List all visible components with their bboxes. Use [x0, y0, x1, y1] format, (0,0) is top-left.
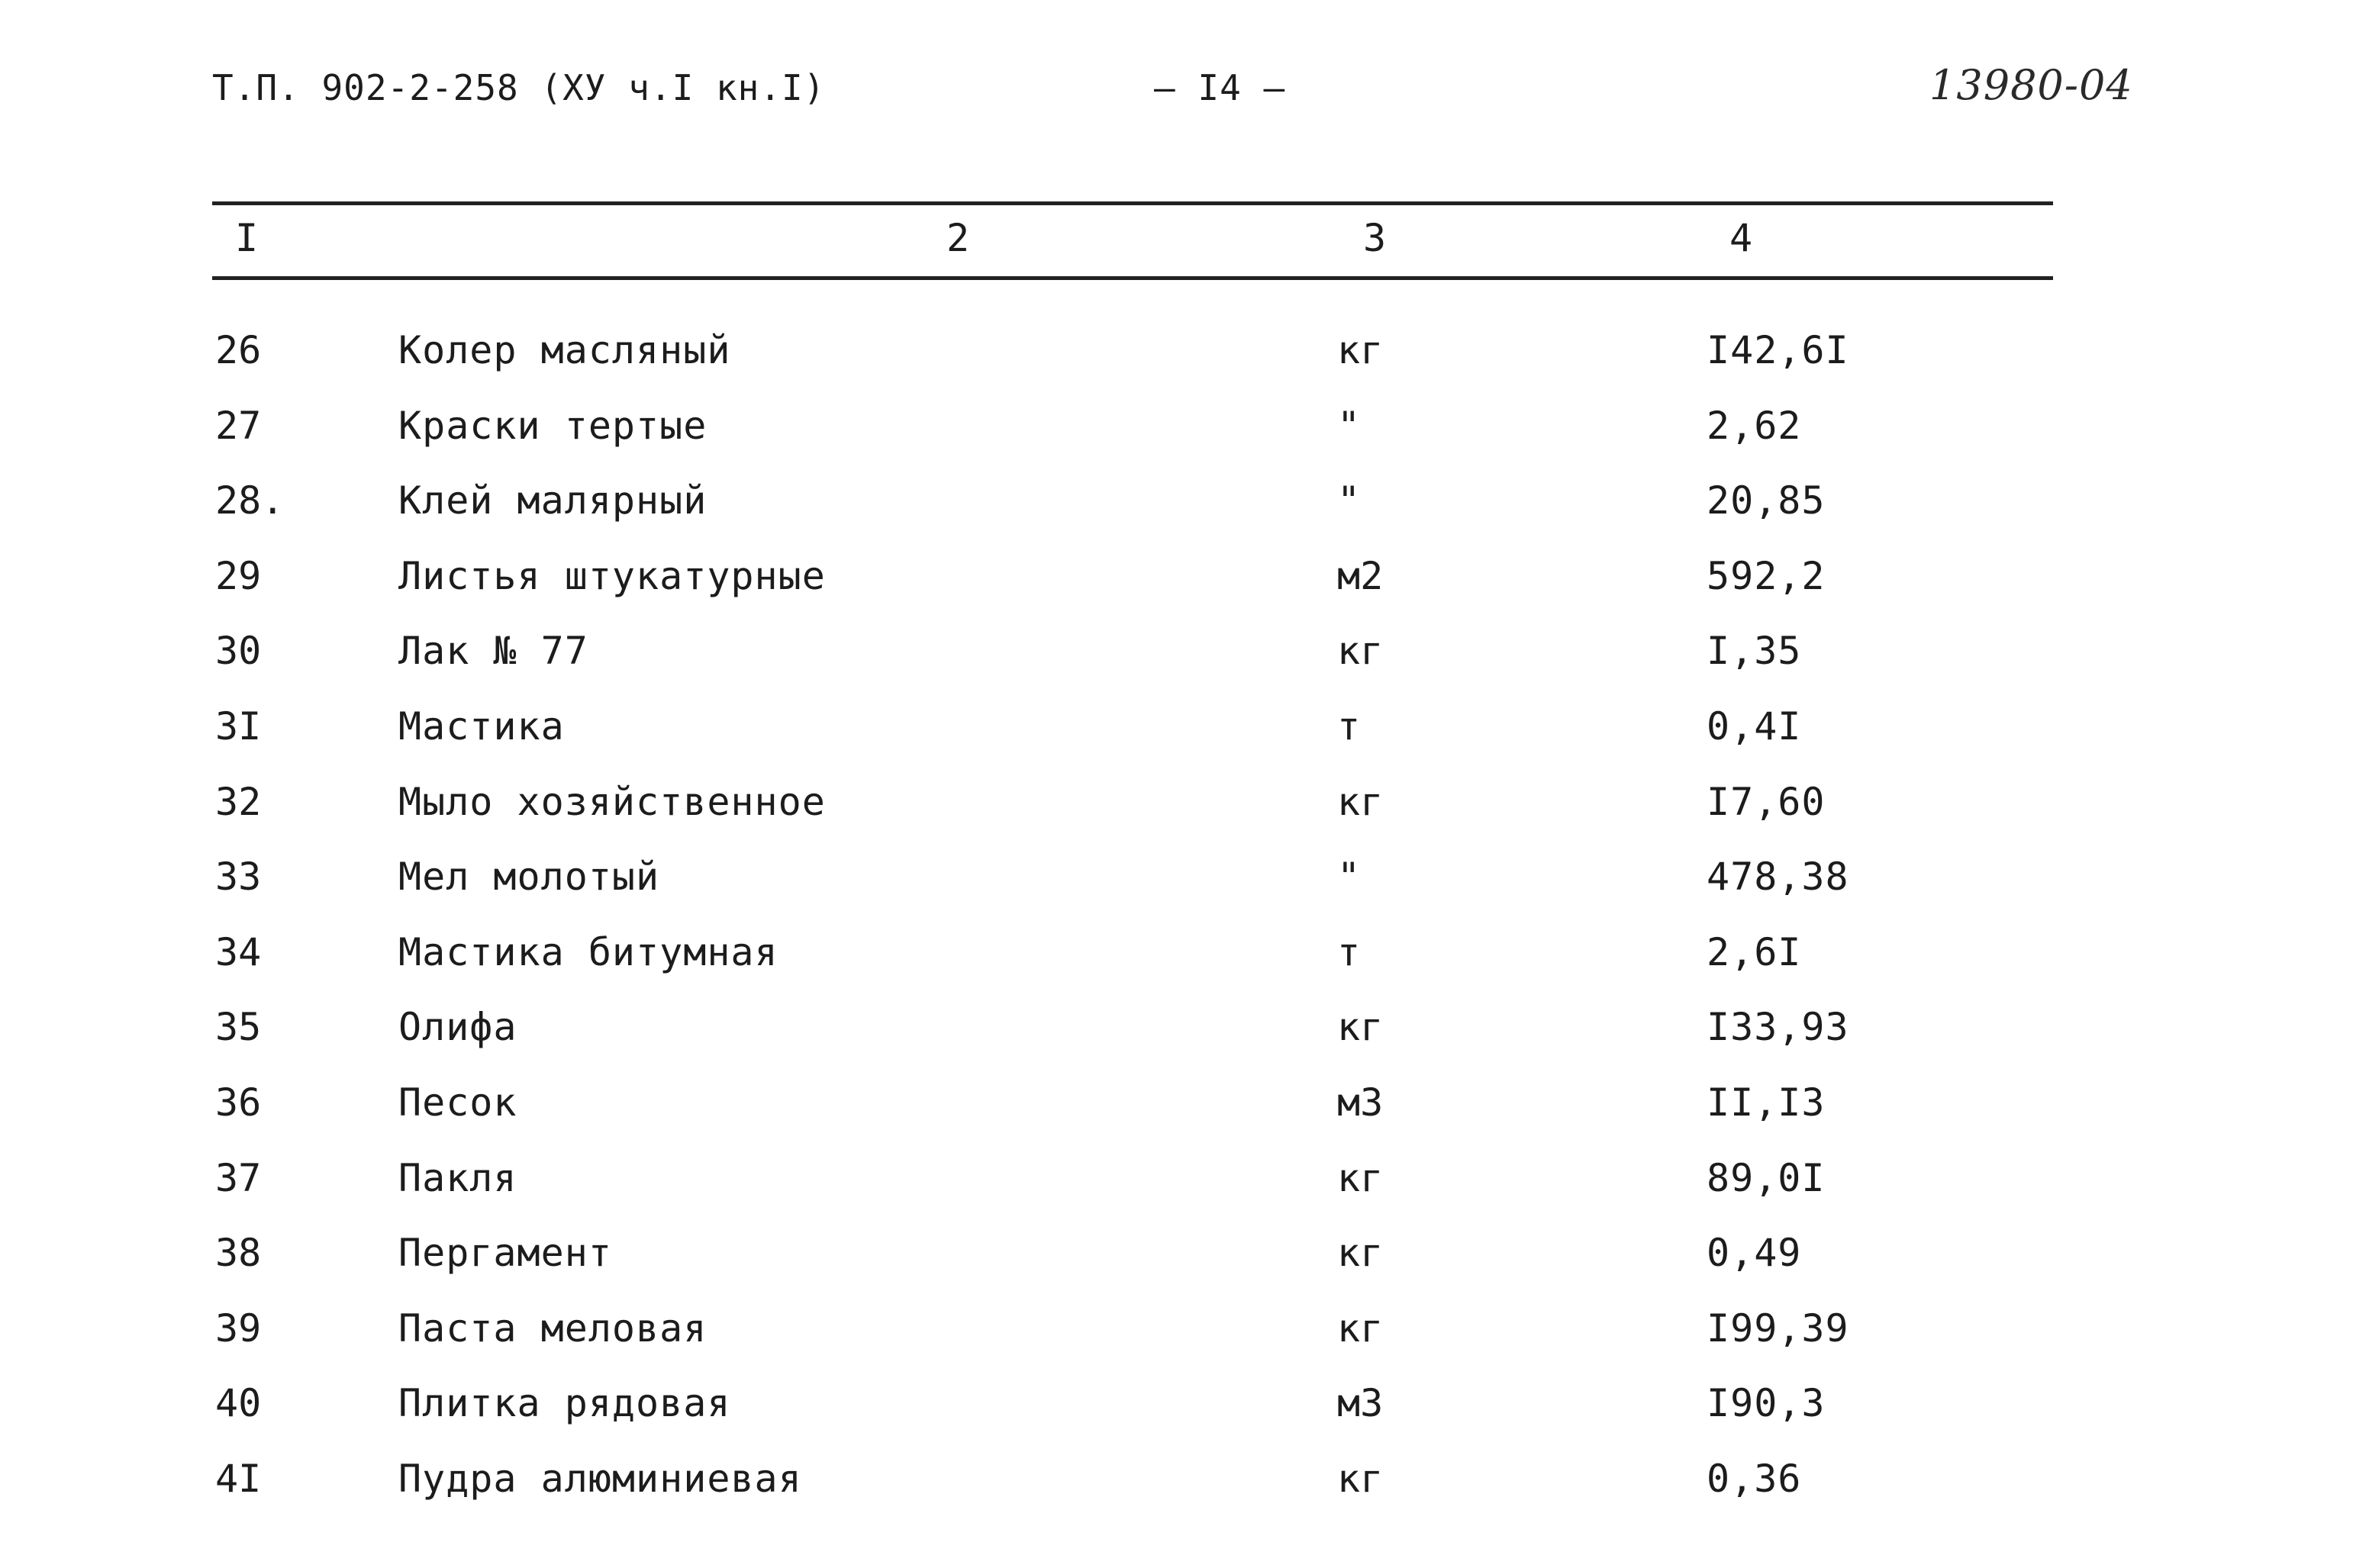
row-number: 37	[215, 1155, 262, 1200]
unit: м3	[1337, 1080, 1384, 1125]
row-number: 40	[215, 1381, 262, 1426]
quantity: 592,2	[1707, 553, 1826, 598]
table-row	[0, 404, 2353, 479]
quantity: I42,6I	[1707, 328, 1849, 372]
unit: кг	[1337, 629, 1384, 674]
table-row	[0, 1231, 2353, 1306]
quantity: 0,36	[1707, 1456, 1802, 1501]
materials-table	[0, 328, 2353, 1532]
unit: м3	[1337, 1381, 1384, 1426]
row-number: 30	[215, 629, 262, 674]
table-row	[0, 1156, 2353, 1232]
quantity: I90,3	[1707, 1381, 1826, 1426]
column-header-3: 3	[1363, 216, 1387, 260]
table-row	[0, 780, 2353, 855]
table-row	[0, 704, 2353, 780]
unit: кг	[1337, 1456, 1384, 1501]
unit: кг	[1337, 1306, 1384, 1351]
unit: кг	[1337, 779, 1384, 824]
column-header-2: 2	[946, 216, 970, 260]
row-number: 33	[215, 855, 262, 900]
quantity: 0,4I	[1707, 704, 1802, 749]
material-name: Паста меловая	[398, 1306, 708, 1351]
material-name: Краски тертые	[398, 403, 708, 448]
unit: "	[1337, 478, 1361, 523]
material-name: Колер масляный	[398, 328, 731, 372]
table-row	[0, 930, 2353, 1006]
material-name: Плитка рядовая	[398, 1381, 731, 1426]
column-header-1: I	[235, 216, 259, 260]
row-number: 32	[215, 779, 262, 824]
quantity: 2,62	[1707, 403, 1802, 448]
quantity: I33,93	[1707, 1005, 1849, 1050]
row-number: 3I	[215, 704, 262, 749]
unit: кг	[1337, 1231, 1384, 1276]
row-number: 35	[215, 1005, 262, 1050]
quantity: 478,38	[1707, 855, 1849, 900]
unit: м2	[1337, 553, 1384, 598]
quantity: 20,85	[1707, 478, 1826, 523]
material-name: Клей малярный	[398, 478, 708, 523]
material-name: Пакля	[398, 1155, 517, 1200]
material-name: Мыло хозяйственное	[398, 779, 826, 824]
material-name: Пудра алюминиевая	[398, 1456, 802, 1501]
material-name: Мел молотый	[398, 855, 660, 900]
unit: т	[1337, 704, 1361, 749]
quantity: 89,0I	[1707, 1155, 1826, 1200]
quantity: 0,49	[1707, 1231, 1802, 1276]
row-number: 4I	[215, 1456, 262, 1501]
table-row	[0, 1457, 2353, 1532]
material-name: Песок	[398, 1080, 517, 1125]
table-row	[0, 328, 2353, 404]
material-name: Мастика битумная	[398, 929, 778, 974]
quantity: II,I3	[1707, 1080, 1826, 1125]
table-row	[0, 554, 2353, 629]
material-name: Лак № 77	[398, 629, 588, 674]
row-number: 28.	[215, 478, 285, 523]
material-name: Мастика	[398, 704, 565, 749]
column-header-4: 4	[1729, 216, 1753, 260]
row-number: 27	[215, 403, 262, 448]
page-number: – I4 –	[1154, 67, 1286, 108]
table-row	[0, 1306, 2353, 1382]
material-name: Листья штукатурные	[398, 553, 826, 598]
unit: "	[1337, 403, 1361, 448]
row-number: 29	[215, 553, 262, 598]
table-row	[0, 1080, 2353, 1156]
table-row	[0, 629, 2353, 704]
unit: т	[1337, 929, 1361, 974]
table-row	[0, 1381, 2353, 1457]
row-number: 38	[215, 1231, 262, 1276]
table-top-rule	[212, 201, 2053, 205]
table-header-rule	[212, 276, 2053, 280]
table-row	[0, 478, 2353, 554]
material-name: Пергамент	[398, 1231, 612, 1276]
unit: "	[1337, 855, 1361, 900]
quantity: I7,60	[1707, 779, 1826, 824]
row-number: 26	[215, 328, 262, 372]
document-code: Т.П. 902-2-258 (ХУ ч.I кн.I)	[212, 67, 826, 108]
row-number: 39	[215, 1306, 262, 1351]
unit: кг	[1337, 1155, 1384, 1200]
unit: кг	[1337, 1005, 1384, 1050]
handwritten-archive-number: 13980-04	[1929, 61, 2133, 109]
quantity: I,35	[1707, 629, 1802, 674]
table-row	[0, 1005, 2353, 1080]
row-number: 36	[215, 1080, 262, 1125]
row-number: 34	[215, 929, 262, 974]
quantity: I99,39	[1707, 1306, 1849, 1351]
quantity: 2,6I	[1707, 929, 1802, 974]
table-row	[0, 855, 2353, 930]
material-name: Олифа	[398, 1005, 517, 1050]
unit: кг	[1337, 328, 1384, 372]
